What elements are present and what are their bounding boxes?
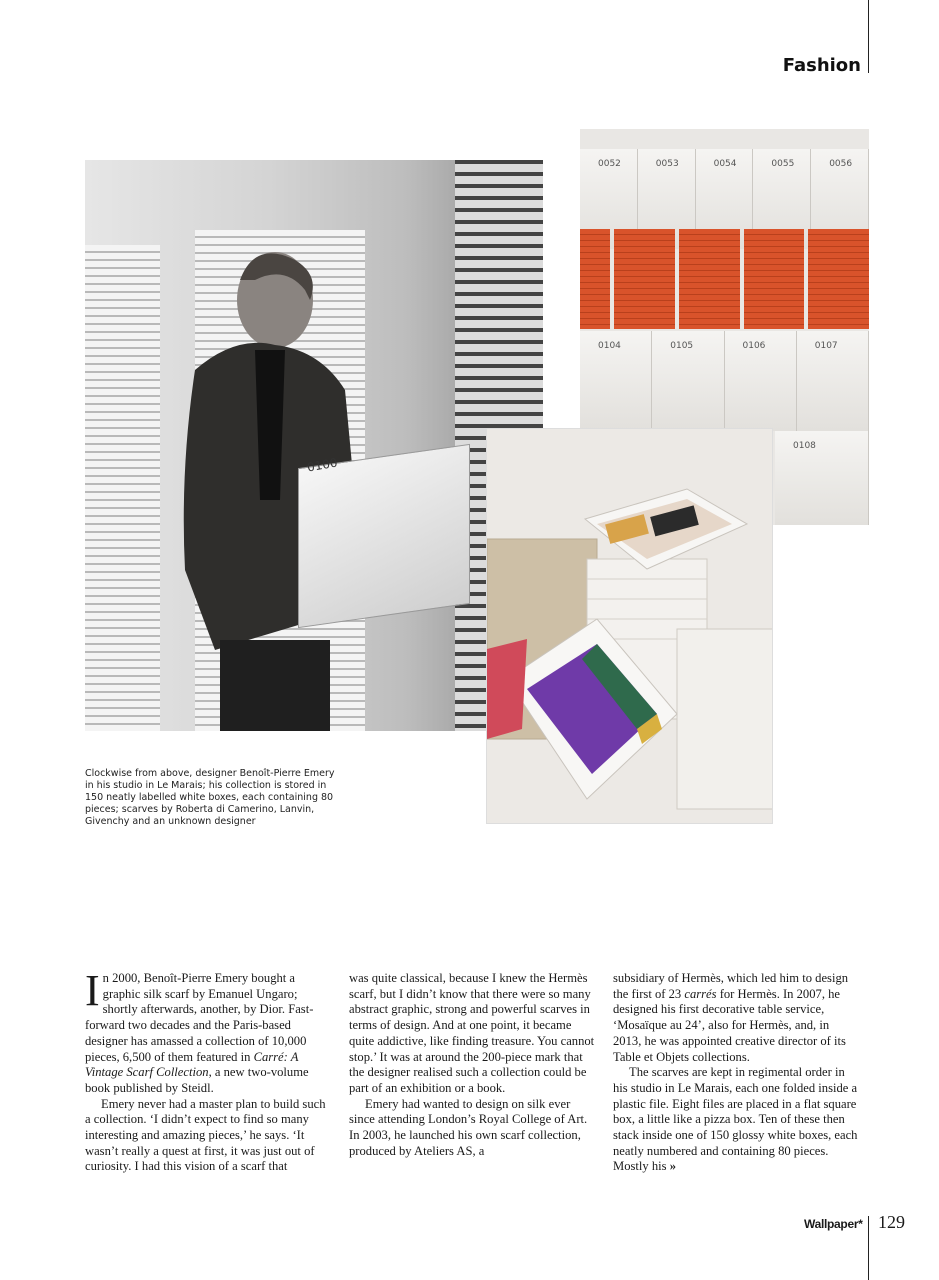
article-body: [85, 966, 860, 1175]
box-label: 0104: [598, 341, 621, 351]
box-label: 0054: [713, 159, 737, 169]
article-paragraph: Emery never had a master plan to build such a collection. ‘I didn’t expect to find so many interesting and amazing pieces,’ he says. ‘It wasn’t really a quest at first, it was just out of curiosity. I had this vision of a scarf that: [85, 1096, 326, 1174]
article-paragraph: subsidiary of Hermès, which led him to design the first of 23 carrés for Hermès. In 2007, he designed his first decorative table service, ‘Mosaïque au 24’, also for Hermès, and, in 2013, he was appointed creative director of its Table et Objets collections.: [613, 971, 849, 1064]
article-column-1: [85, 966, 331, 1175]
box-label: 0106: [742, 341, 766, 351]
box-label: 0055: [771, 159, 795, 169]
drop-cap: I: [85, 966, 100, 1015]
photo-caption: Clockwise from above, designer Benoît-Pierre Emery in his studio in Le Marais; his collection is stored in 150 neatly labelled white boxes, each containing 80 pieces; scarves by Roberta di Camerino, Lanvin, Givenchy and an unknown designer: [85, 768, 335, 827]
designer-photo: [85, 160, 543, 731]
magazine-brand: Wallpaper*: [804, 1217, 863, 1231]
article-column-2: [349, 971, 595, 1175]
open-boxes-illustration: [487, 429, 773, 824]
footer-rule: [868, 1216, 869, 1280]
box-label: 0056: [829, 159, 853, 169]
page-number: 129: [878, 1212, 905, 1232]
box-0100-number: 0100: [306, 455, 339, 475]
shelf-bottom-row: [580, 331, 869, 431]
section-label: Fashion: [782, 55, 861, 76]
box-label: 0108: [793, 441, 816, 451]
article-paragraph: was quite classical, because I knew the Hermès scarf, but I didn’t know that there were so many abstract graphic, strong and powerful scarves in terms of design. And at one point, it became quite addictive, like finding treasure. You cannot stop.’ It was at around the 200-piece mark that the designer realised such a collection could be part of an exhibition or a book.: [349, 971, 595, 1095]
box-label: 0107: [814, 341, 838, 351]
article-column-3: [613, 971, 859, 1175]
shelf-side-box: [775, 431, 869, 525]
article-paragraph: Emery had wanted to design on silk ever since attending London’s Royal College of Art. In 2003, he launched his own scarf collection, produced by Ateliers AS, a: [349, 1096, 588, 1158]
box-label: 0105: [670, 341, 694, 351]
box-label: 0052: [598, 159, 621, 169]
continue-marker: »: [669, 1159, 676, 1174]
box-label: 0053: [655, 159, 679, 169]
header-rule: [868, 0, 869, 73]
orange-box-stacks: [580, 229, 869, 329]
article-paragraph: The scarves are kept in regimental order in his studio in Le Marais, each one folded inside a plastic file. Eight files are placed in a flat square box, a little like a pizza box. Ten of these then stack inside one of 150 glossy white boxes, each neatly numbered and containing 80 pieces. Mostly his »: [613, 1065, 858, 1174]
scarf-boxes-photo: [486, 428, 773, 824]
article-paragraph: In 2000, Benoît-Pierre Emery bought a graphic silk scarf by Emanuel Ungaro; shortly afterwards, another, by Dior. Fast-forward two decades and the Paris-based designer has amassed a collection of 10,000 pieces, 6,500 of them featured in Carré: A Vintage Scarf Collection, a new two-volume book published by Steidl.: [85, 966, 314, 1095]
